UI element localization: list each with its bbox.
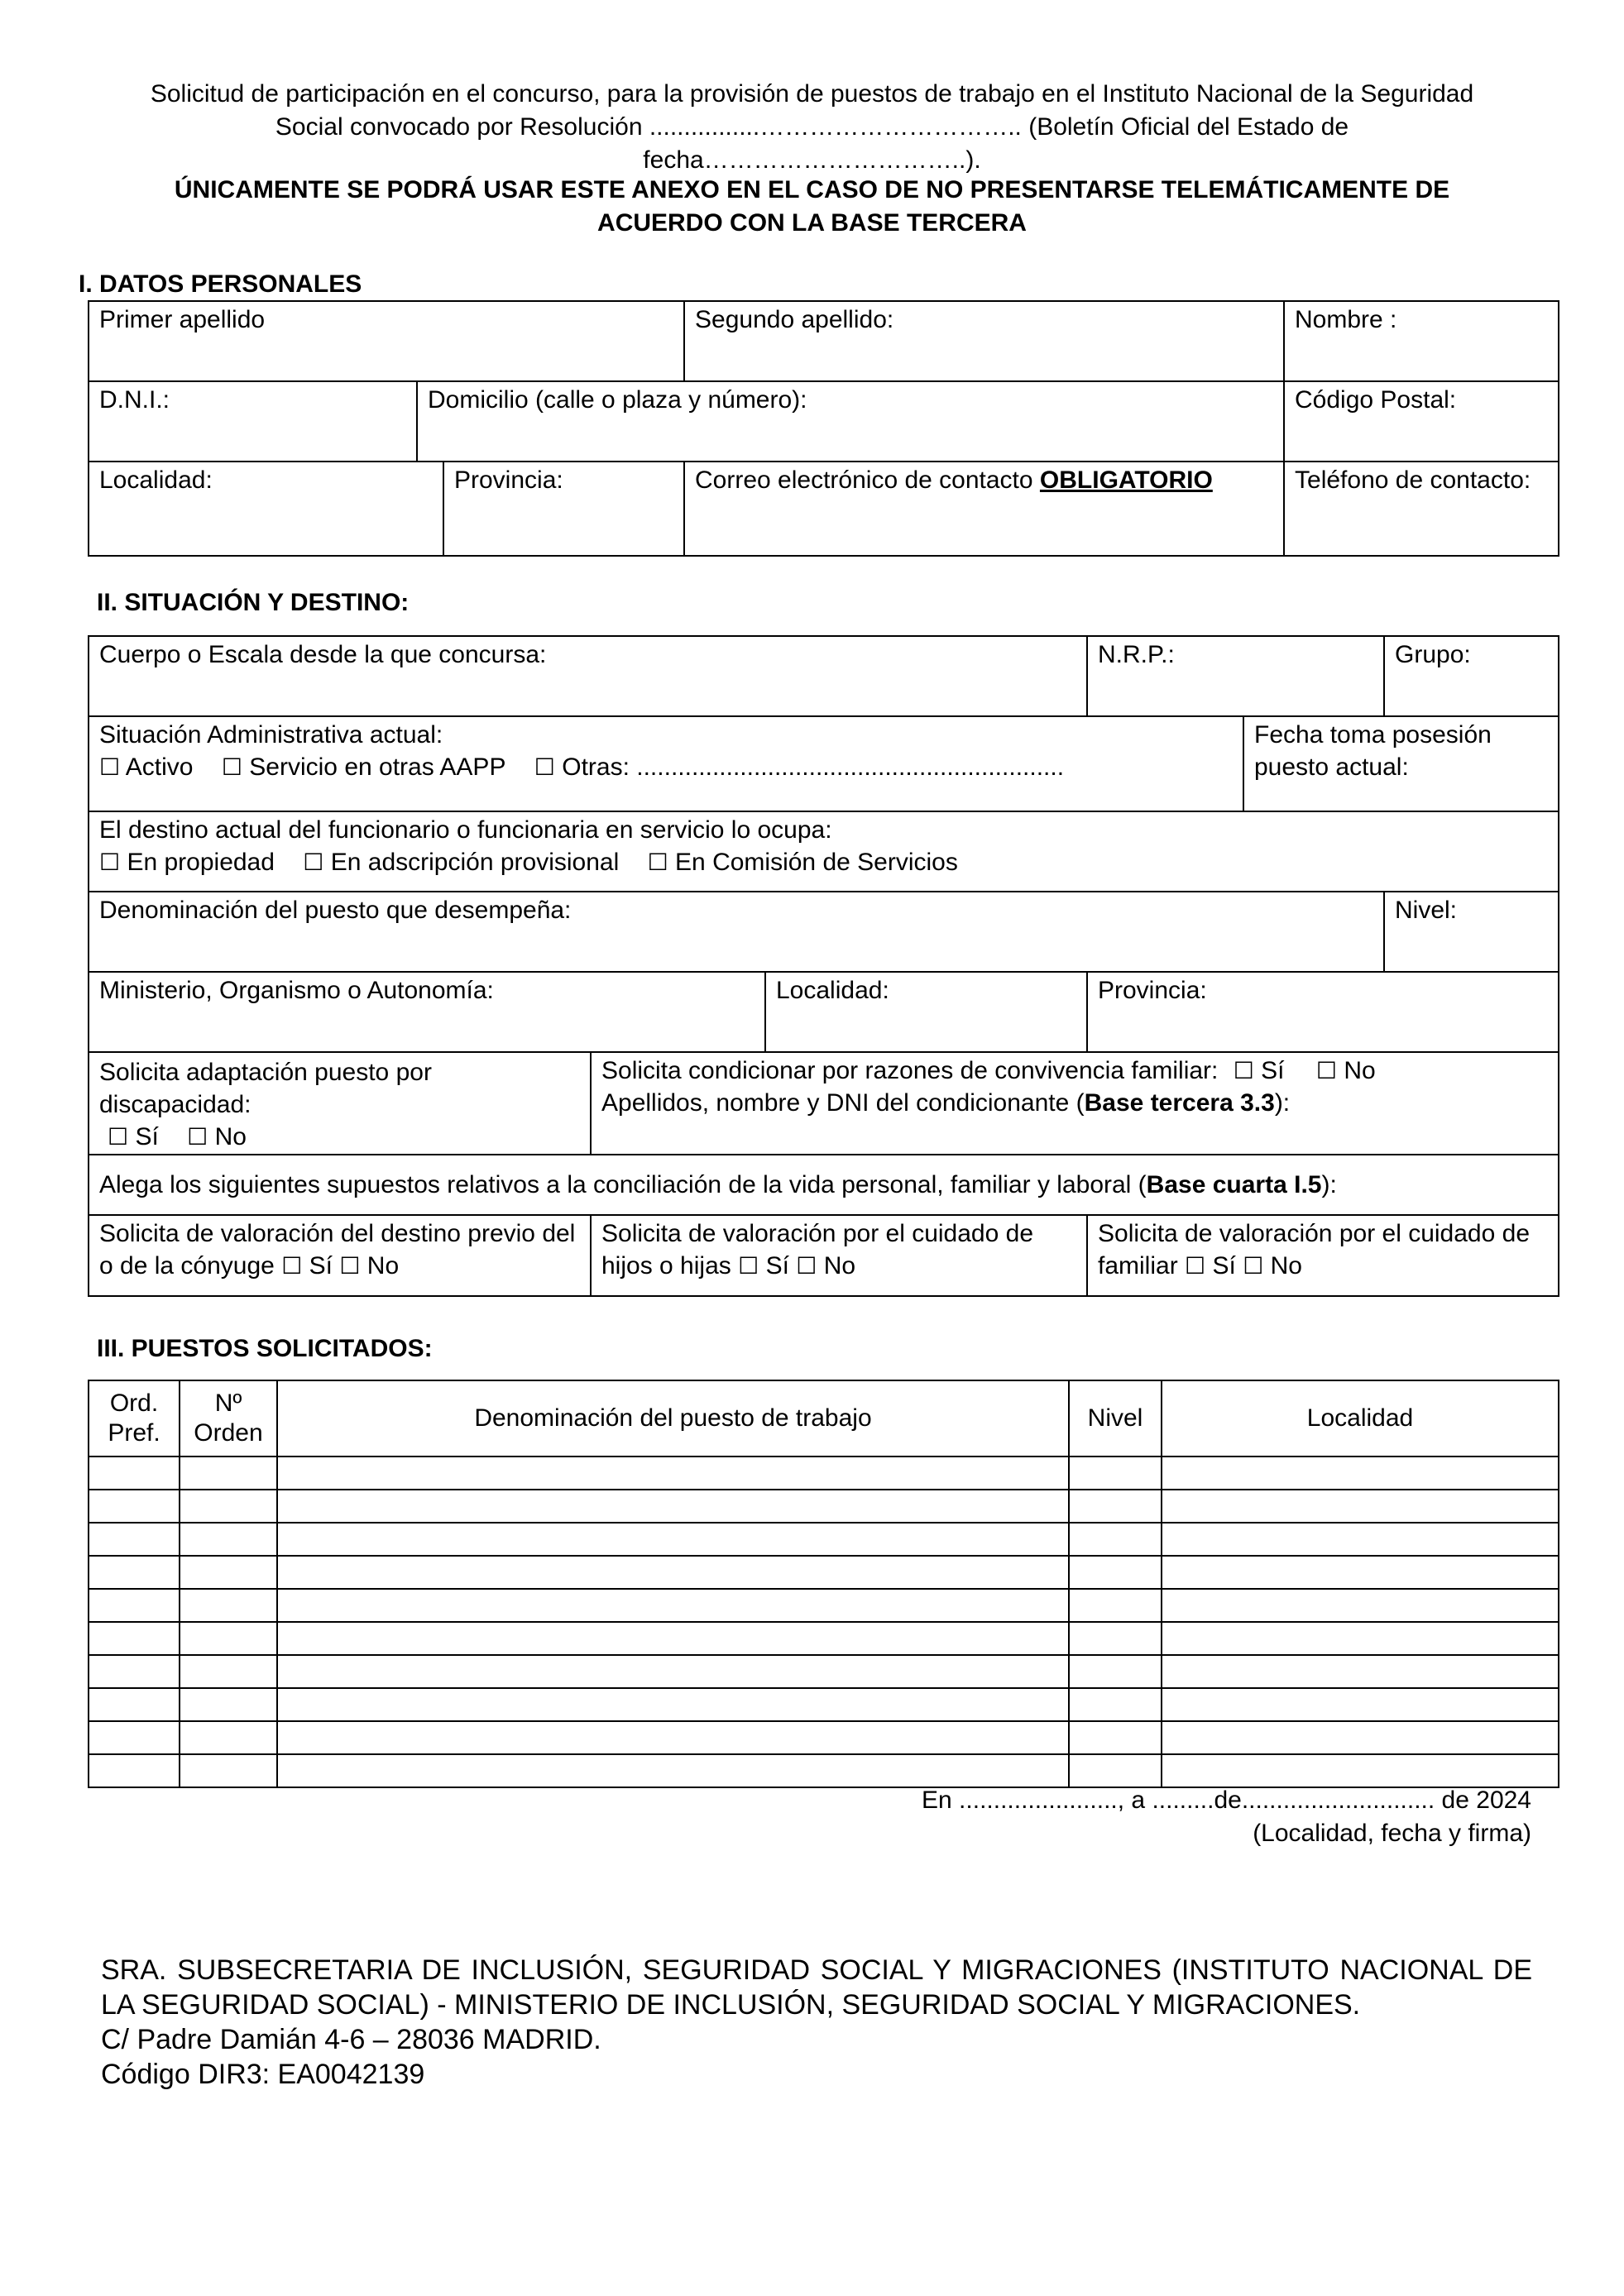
ord-pref-cell[interactable] <box>89 1754 180 1787</box>
nivel-cell[interactable] <box>1069 1688 1162 1721</box>
domicilio-label: Domicilio (calle o plaza y número): <box>428 386 807 414</box>
cuerpo-field[interactable] <box>89 636 1087 716</box>
header-denominacion: Denominación del puesto de trabajo <box>277 1380 1069 1457</box>
condicionar-no-checkbox[interactable]: ☐ <box>1315 1057 1337 1084</box>
ord-pref-cell[interactable] <box>89 1721 180 1754</box>
adscripcion-label: En adscripción provisional <box>330 849 620 876</box>
adaptacion-si-checkbox[interactable]: ☐ <box>108 1122 129 1150</box>
recipient-address <box>101 1953 1532 2092</box>
localidad-cell[interactable] <box>1162 1589 1559 1622</box>
primer-apellido-label: Primer apellido <box>99 306 266 333</box>
denominacion-cell[interactable] <box>277 1688 1069 1721</box>
condicionante-label: Apellidos, nombre y DNI del condicionante ( <box>601 1089 1085 1117</box>
localidad-cell[interactable] <box>1162 1523 1559 1556</box>
table-row <box>89 1523 1559 1556</box>
primer-apellido-field[interactable] <box>89 301 684 381</box>
signature-line[interactable]: En ......................., a .........de............................ de 2024 <box>922 1787 1531 1814</box>
table-row <box>89 1622 1559 1655</box>
denominacion-label: Denominación del puesto que desempeña: <box>99 897 572 924</box>
nrp-label: N.R.P.: <box>1098 641 1175 668</box>
alega-suffix: ): <box>1321 1171 1337 1198</box>
alega-label: Alega los siguientes supuestos relativos a la conciliación de la vida personal, familiar y laboral ( <box>99 1171 1147 1198</box>
condicionar-label: Solicita condicionar por razones de convivencia familiar: <box>601 1057 1219 1084</box>
condicionar-no-label: No <box>1344 1057 1376 1084</box>
familiar-no-option[interactable] <box>1243 1252 1302 1280</box>
ord-pref-cell[interactable] <box>89 1589 180 1622</box>
conyuge-no-option[interactable] <box>339 1252 399 1280</box>
intro-line-3: fecha…………………………..). <box>643 146 981 174</box>
localidad-2-field[interactable] <box>765 972 1087 1052</box>
signature-block <box>922 1784 1531 1850</box>
ord-pref-cell[interactable] <box>89 1655 180 1688</box>
nivel-cell[interactable] <box>1069 1556 1162 1589</box>
condicionar-si-option[interactable] <box>1234 1057 1285 1084</box>
ministerio-field[interactable] <box>89 972 765 1052</box>
ord-pref-cell[interactable] <box>89 1490 180 1523</box>
comision-checkbox[interactable]: ☐ <box>647 849 668 876</box>
n-orden-cell[interactable] <box>180 1523 277 1556</box>
servicio-option[interactable] <box>222 751 506 783</box>
provincia-field[interactable] <box>443 462 684 556</box>
adaptacion-label: Solicita adaptación puesto por discapacidad: <box>99 1058 432 1118</box>
adaptacion-no-checkbox[interactable]: ☐ <box>187 1122 208 1150</box>
servicio-checkbox[interactable]: ☐ <box>221 753 242 781</box>
codigo-postal-label: Código Postal: <box>1295 386 1457 414</box>
n-orden-cell[interactable] <box>180 1457 277 1490</box>
localidad-2-label: Localidad: <box>776 977 889 1004</box>
valoracion-hijos-label: Solicita de valoración por el cuidado de hijos o hijas <box>601 1220 1033 1280</box>
condicionar-si-label: Sí <box>1261 1057 1285 1084</box>
adaptacion-no-label: No <box>214 1122 247 1150</box>
adscripcion-checkbox[interactable]: ☐ <box>303 849 324 876</box>
situacion-label: Situación Administrativa actual: <box>99 721 443 749</box>
localidad-cell[interactable] <box>1162 1655 1559 1688</box>
condicionante-base: Base tercera 3.3 <box>1084 1089 1275 1117</box>
activo-option[interactable] <box>99 751 194 783</box>
adaptacion-si-option[interactable] <box>108 1121 159 1153</box>
denominacion-field[interactable] <box>89 892 1384 972</box>
situacion-field <box>89 716 1243 811</box>
correo-obligatorio: OBLIGATORIO <box>1039 466 1213 494</box>
nombre-field[interactable] <box>1284 301 1559 381</box>
condicionar-si-checkbox[interactable]: ☐ <box>1233 1057 1254 1084</box>
condicionante-suffix: ): <box>1274 1089 1291 1117</box>
fecha-toma-field[interactable] <box>1243 716 1559 811</box>
denominacion-cell[interactable] <box>277 1523 1069 1556</box>
denominacion-cell[interactable] <box>277 1754 1069 1787</box>
familiar-no-checkbox[interactable]: ☐ <box>1243 1252 1264 1280</box>
denominacion-cell[interactable] <box>277 1490 1069 1523</box>
destino-label: El destino actual del funcionario o funcionaria en servicio lo ocupa: <box>99 816 832 844</box>
n-orden-cell[interactable] <box>180 1721 277 1754</box>
activo-label: Activo <box>125 753 194 781</box>
personal-data-table <box>88 300 1559 557</box>
dni-label: D.N.I.: <box>99 386 170 414</box>
otras-option[interactable] <box>534 751 1064 783</box>
n-orden-cell[interactable] <box>180 1754 277 1787</box>
propiedad-label: En propiedad <box>127 849 275 876</box>
familiar-no-label: No <box>1270 1252 1302 1280</box>
dni-field[interactable] <box>89 381 417 462</box>
table-row <box>89 1688 1559 1721</box>
form-intro <box>79 78 1545 177</box>
n-orden-cell[interactable] <box>180 1556 277 1589</box>
header-n-orden: Nº Orden <box>180 1380 277 1457</box>
denominacion-cell[interactable] <box>277 1622 1069 1655</box>
telefono-field[interactable] <box>1284 462 1559 556</box>
alega-field <box>89 1155 1559 1215</box>
conyuge-si-label: Sí <box>309 1252 333 1280</box>
grupo-field[interactable] <box>1384 636 1559 716</box>
nivel-cell[interactable] <box>1069 1754 1162 1787</box>
familiar-si-label: Sí <box>1212 1252 1236 1280</box>
header-localidad: Localidad <box>1162 1380 1559 1457</box>
requested-positions-table <box>88 1380 1559 1788</box>
valoracion-hijos-field <box>591 1215 1087 1296</box>
otras-checkbox[interactable]: ☐ <box>534 753 555 781</box>
localidad-cell[interactable] <box>1162 1457 1559 1490</box>
table-row <box>89 1457 1559 1490</box>
denominacion-cell[interactable] <box>277 1556 1069 1589</box>
denominacion-cell[interactable] <box>277 1589 1069 1622</box>
n-orden-cell[interactable] <box>180 1589 277 1622</box>
nivel-cell[interactable] <box>1069 1589 1162 1622</box>
n-orden-cell[interactable] <box>180 1688 277 1721</box>
comision-option[interactable] <box>648 846 958 878</box>
header-nivel: Nivel <box>1069 1380 1162 1457</box>
warning-line-2: ACUERDO CON LA BASE TERCERA <box>597 209 1027 237</box>
condicionar-field <box>591 1052 1559 1155</box>
ord-pref-cell[interactable] <box>89 1457 180 1490</box>
conyuge-si-checkbox[interactable]: ☐ <box>281 1252 303 1280</box>
intro-line-1: Solicitud de participación en el concurso, para la provisión de puestos de trabajo en el Instituto Nacional de la Seguridad <box>150 80 1474 108</box>
signature-caption: (Localidad, fecha y firma) <box>1253 1820 1531 1847</box>
n-orden-cell[interactable] <box>180 1655 277 1688</box>
provincia-label: Provincia: <box>454 466 563 494</box>
otras-label: Otras: .............................................................. <box>562 753 1065 781</box>
nivel-field[interactable] <box>1384 892 1559 972</box>
valoracion-familiar-field <box>1087 1215 1559 1296</box>
nivel-cell[interactable] <box>1069 1457 1162 1490</box>
address-recipient: SRA. SUBSECRETARIA DE INCLUSIÓN, SEGURIDAD SOCIAL Y MIGRACIONES (INSTITUTO NACIONAL DE LA SEGURIDAD SOCIAL) - MINISTERIO DE INCLUSIÓN, SEGURIDAD SOCIAL Y MIGRACIONES. <box>101 1954 1532 2021</box>
section-1-title: I. DATOS PERSONALES <box>79 270 362 298</box>
ord-pref-cell[interactable] <box>89 1556 180 1589</box>
section-2-title: II. SITUACIÓN Y DESTINO: <box>97 589 410 616</box>
valoracion-conyuge-field <box>89 1215 591 1296</box>
warning-line-1: ÚNICAMENTE SE PODRÁ USAR ESTE ANEXO EN EL CASO DE NO PRESENTARSE TELEMÁTICAMENTE DE <box>174 176 1450 203</box>
n-orden-cell[interactable] <box>180 1622 277 1655</box>
hijos-no-checkbox[interactable]: ☐ <box>796 1252 817 1280</box>
conyuge-si-option[interactable] <box>281 1252 333 1280</box>
segundo-apellido-field[interactable] <box>684 301 1284 381</box>
nombre-label: Nombre : <box>1295 306 1397 333</box>
hijos-no-option[interactable] <box>796 1252 855 1280</box>
table-row <box>89 1721 1559 1754</box>
condicionar-no-option[interactable] <box>1316 1057 1376 1084</box>
denominacion-cell[interactable] <box>277 1457 1069 1490</box>
domicilio-field[interactable] <box>417 381 1284 462</box>
adaptacion-no-option[interactable] <box>187 1121 247 1153</box>
localidad-label: Localidad: <box>99 466 213 494</box>
grupo-label: Grupo: <box>1395 641 1471 668</box>
propiedad-checkbox[interactable]: ☐ <box>99 849 121 876</box>
valoracion-conyuge-label: Solicita de valoración del destino previo del o de la cónyuge <box>99 1220 576 1280</box>
hijos-si-option[interactable] <box>738 1252 789 1280</box>
fecha-toma-label: Fecha toma posesión puesto actual: <box>1254 721 1492 781</box>
localidad-field[interactable] <box>89 462 443 556</box>
hijos-si-checkbox[interactable]: ☐ <box>738 1252 759 1280</box>
address-street: C/ Padre Damián 4-6 – 28036 MADRID. <box>101 2024 601 2055</box>
localidad-cell[interactable] <box>1162 1721 1559 1754</box>
telematic-warning <box>79 174 1545 240</box>
familiar-si-option[interactable] <box>1185 1252 1236 1280</box>
table-row <box>89 1655 1559 1688</box>
hijos-si-label: Sí <box>765 1252 789 1280</box>
address-dir3-code: Código DIR3: EA0042139 <box>101 2059 425 2090</box>
table-row <box>89 1556 1559 1589</box>
table-row <box>89 1754 1559 1787</box>
nivel-cell[interactable] <box>1069 1523 1162 1556</box>
correo-label: Correo electrónico de contacto <box>695 466 1033 494</box>
ord-pref-cell[interactable] <box>89 1523 180 1556</box>
alega-base: Base cuarta I.5 <box>1146 1171 1322 1198</box>
intro-line-2: Social convocado por Resolución ................………………………….. (Boletín Oficial del Estado de <box>275 113 1349 141</box>
conyuge-no-checkbox[interactable]: ☐ <box>339 1252 361 1280</box>
denominacion-cell[interactable] <box>277 1721 1069 1754</box>
telefono-label: Teléfono de contacto: <box>1295 466 1531 494</box>
nrp-field[interactable] <box>1087 636 1384 716</box>
adaptacion-si-label: Sí <box>135 1122 159 1150</box>
valoracion-familiar-label: Solicita de valoración por el cuidado de familiar <box>1098 1220 1530 1280</box>
localidad-cell[interactable] <box>1162 1622 1559 1655</box>
nivel-cell[interactable] <box>1069 1655 1162 1688</box>
cuerpo-label: Cuerpo o Escala desde la que concursa: <box>99 641 547 668</box>
adaptacion-field <box>89 1052 591 1155</box>
nivel-label: Nivel: <box>1395 897 1458 924</box>
nivel-cell[interactable] <box>1069 1622 1162 1655</box>
provincia-2-label: Provincia: <box>1098 977 1207 1004</box>
adscripcion-option[interactable] <box>303 846 619 878</box>
denominacion-cell[interactable] <box>277 1655 1069 1688</box>
situation-table <box>88 635 1559 1297</box>
section-3-title: III. PUESTOS SOLICITADOS: <box>97 1335 433 1362</box>
table-row <box>89 1589 1559 1622</box>
activo-checkbox[interactable]: ☐ <box>99 753 121 781</box>
table-row <box>89 1490 1559 1523</box>
propiedad-option[interactable] <box>99 846 275 878</box>
localidad-cell[interactable] <box>1162 1688 1559 1721</box>
servicio-label: Servicio en otras AAPP <box>249 753 506 781</box>
hijos-no-label: No <box>823 1252 856 1280</box>
ord-pref-cell[interactable] <box>89 1688 180 1721</box>
segundo-apellido-label: Segundo apellido: <box>695 306 894 333</box>
comision-label: En Comisión de Servicios <box>675 849 958 876</box>
familiar-si-checkbox[interactable]: ☐ <box>1185 1252 1206 1280</box>
destino-field <box>89 811 1559 892</box>
localidad-cell[interactable] <box>1162 1490 1559 1523</box>
provincia-2-field[interactable] <box>1087 972 1559 1052</box>
correo-field[interactable] <box>684 462 1284 556</box>
localidad-cell[interactable] <box>1162 1754 1559 1787</box>
localidad-cell[interactable] <box>1162 1556 1559 1589</box>
ord-pref-cell[interactable] <box>89 1622 180 1655</box>
ministerio-label: Ministerio, Organismo o Autonomía: <box>99 977 494 1004</box>
nivel-cell[interactable] <box>1069 1490 1162 1523</box>
header-ord-pref: Ord. Pref. <box>89 1380 180 1457</box>
nivel-cell[interactable] <box>1069 1721 1162 1754</box>
condicionante-line[interactable] <box>601 1087 1548 1119</box>
codigo-postal-field[interactable] <box>1284 381 1559 462</box>
n-orden-cell[interactable] <box>180 1490 277 1523</box>
conyuge-no-label: No <box>366 1252 400 1280</box>
